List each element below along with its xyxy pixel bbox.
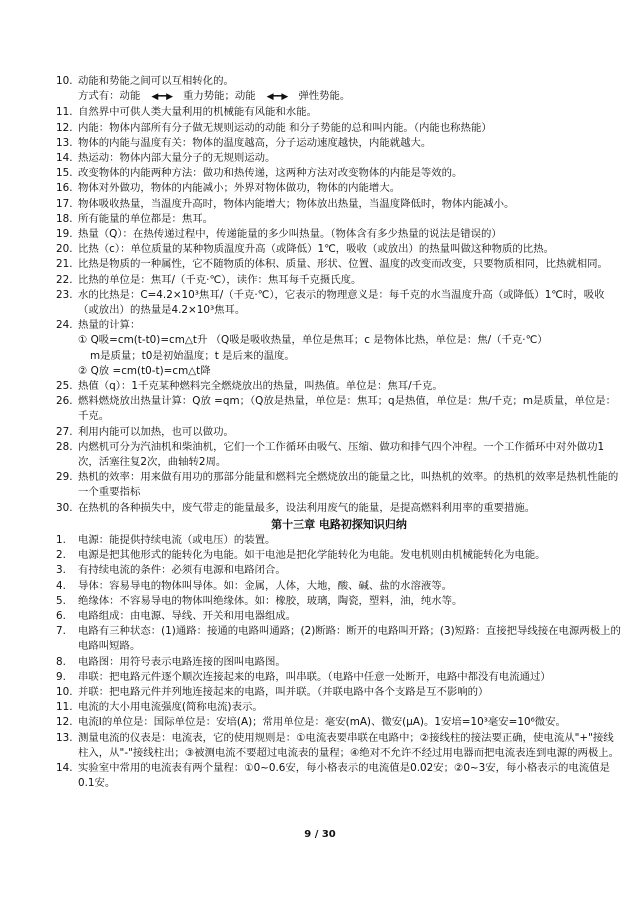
list-item	[56, 136, 622, 151]
item-number: 18.	[56, 212, 73, 225]
item-number: 21.	[56, 258, 73, 271]
list-item	[56, 533, 622, 548]
item-text: 电流的大小用电流强度(简称电流)表示。	[78, 701, 263, 714]
item-number: 30.	[56, 501, 73, 514]
item-number: 15.	[56, 167, 73, 180]
item-text: 电路组成：由电源、导线、开关和用电器组成。	[78, 609, 297, 622]
energy-conversion-line: 方式有：动能 ◀━━▶ 重力势能；动能 ◀━━▶ 弹性势能。	[56, 89, 622, 105]
list-item	[56, 594, 622, 609]
item-number: 10.	[56, 685, 73, 698]
item-text: 电源：能提供持续电流（或电压）的装置。	[78, 533, 276, 546]
item-text: 热量（Q）：在热传递过程中，传递能量的多少叫热量。（物体含有多少热量的说法是错误的）	[78, 228, 502, 241]
item-text: 热运动：物体内部大量分子的无规则运动。	[78, 152, 276, 165]
item-text: 内能：物体内部所有分子做无规则运动的动能 和分子势能的总和叫内能。（内能也称热能）	[78, 121, 492, 134]
list-item	[56, 685, 622, 700]
list-item	[56, 655, 622, 670]
list-item	[56, 166, 622, 181]
page-number: 9 / 30	[304, 829, 336, 840]
list-item	[56, 105, 622, 120]
item-number: 23.	[56, 288, 73, 301]
list-item	[56, 731, 622, 761]
item-number: 22.	[56, 273, 73, 286]
item-text: 改变物体的内能两种方法：做功和热传递，这两种方法对改变物体的内能是等效的。	[78, 167, 463, 180]
item-number: 27.	[56, 425, 73, 438]
list-item	[56, 121, 622, 136]
list-item	[56, 563, 622, 578]
item-number: 19.	[56, 228, 73, 241]
item-text: 测量电流的仪表是：电流表，它的使用规则是：①电流表要串联在电路中；②接线柱的接法要正确，使电流从"+"接线柱入，从"-"接线柱出；③被测电流不要超过电流表的量程；④绝对不允许不经过用电器而把电流表连到电源的两极上。	[78, 731, 620, 759]
list-item	[56, 74, 622, 89]
list-item	[56, 609, 622, 624]
item-number: 3.	[56, 564, 66, 577]
item-text: 水的比热是：C=4.2×10³焦耳/（千克·℃），它表示的物理意义是：每千克的水当温度升高（或降低）1℃时，吸收（或放出）的热量是4.2×10³焦耳。	[78, 288, 605, 317]
list-item	[56, 761, 622, 791]
item-number: 16.	[56, 182, 73, 195]
item-number: 8.	[56, 655, 66, 668]
list-item	[56, 273, 622, 288]
list-item	[56, 670, 622, 685]
list-item	[56, 715, 622, 730]
list-item	[56, 379, 622, 394]
item-text: 物体的内能与温度有关：物体的温度越高，分子运动速度越快，内能就越大。	[78, 136, 432, 149]
item-text: 自然界中可供人类大量利用的机械能有风能和水能。	[78, 106, 317, 119]
item-number: 10.	[56, 75, 73, 87]
list-item	[56, 440, 622, 470]
item-text: 燃料燃烧放出热量计算：Q放 =qm；（Q放是热量，单位是：焦耳；q是热值，单位是：焦/千克；m是质量，单位是：千克。	[78, 395, 617, 423]
item-text: 电路有三种状态：(1)通路：接通的电路叫通路；(2)断路：断开的电路叫开路；(3)短路：直接把导线接在电源两极上的电路叫短路。	[78, 625, 621, 653]
list-item	[56, 624, 622, 654]
item-text: 在热机的各种损失中，废气带走的能量最多，设法利用废气的能量，是提高燃料利用率的重要措施。	[78, 501, 536, 514]
item-number: 11.	[56, 701, 73, 714]
item-number: 6.	[56, 609, 66, 622]
list-item	[56, 318, 622, 333]
list-item	[56, 197, 622, 212]
double-arrow-icon: ◀━━▶	[151, 92, 172, 103]
item-text: 物体对外做功，物体的内能减小；外界对物体做功，物体的内能增大。	[78, 182, 401, 195]
item-text: 利用内能可以加热，也可以做功。	[78, 425, 234, 438]
item-number: 28.	[56, 440, 73, 453]
item-text: 电源是把其他形式的能转化为电能。如干电池是把化学能转化为电能。发电机则由机械能转化为电能。	[78, 549, 546, 562]
item-text: 电路图：用符号表示电路连接的图叫电路图。	[78, 655, 286, 668]
item-number: 29.	[56, 471, 73, 484]
double-arrow-icon: ◀━━▶	[266, 92, 288, 103]
item-text: 内燃机可分为汽油机和柴油机，它们一个工作循环由吸气、压缩、做功和排气四个冲程。一个工作循环中对外做功1次，活塞往复2次，曲轴转2周。	[78, 440, 605, 469]
list-item	[56, 212, 622, 227]
item-number: 25.	[56, 380, 73, 393]
item-number: 11.	[56, 106, 73, 119]
item-text: 并联：把电路元件并列地连接起来的电路，叫并联。（并联电路中各个支路是互不影响的）	[78, 685, 489, 698]
item-number: 13.	[56, 136, 73, 149]
list-item	[56, 242, 622, 257]
item-number: 9.	[56, 670, 66, 683]
item-number: 26.	[56, 395, 73, 408]
item-text: 比热是物质的一种属性，它不随物质的体积、质量、形状、位置、温度的改变而改变，只要物质相同，比热就相同。	[78, 258, 608, 271]
list-item	[56, 181, 622, 196]
item-text: 串联：把电路元件逐个顺次连接起来的电路，叫串联。（电路中任意一处断开，电路中都没有电流通过）	[78, 670, 551, 683]
item-number: 14.	[56, 152, 73, 165]
item-text: 比热的单位是：焦耳/（千克·℃），读作：焦耳每千克摄氏度。	[78, 273, 362, 286]
item-text: 动能和势能之间可以互相转化的。	[78, 75, 234, 87]
item-text: 导体：容易导电的物体叫导体。如：金属，人体，大地，酸、碱、盐的水溶液等。	[78, 579, 453, 592]
item-number: 20.	[56, 243, 73, 256]
item-number: 2.	[56, 549, 66, 562]
content-list	[56, 74, 622, 791]
item-text: 热量的计算：	[78, 319, 141, 332]
list-item	[56, 579, 622, 594]
item-number: 7.	[56, 625, 66, 638]
list-item	[56, 257, 622, 272]
item-number: 17.	[56, 197, 73, 210]
item-text: 有持续电流的条件：必须有电源和电路闭合。	[78, 564, 286, 577]
list-item	[56, 394, 622, 424]
chapter-title: 第十三章 电路初探知识归纳	[271, 517, 407, 531]
item-text: 电流I的单位是：国际单位是：安培(A)；常用单位是：毫安(mA)、微安(μA)。1安培=10³毫安=10⁶微安。	[78, 716, 566, 729]
list-item	[56, 288, 622, 318]
item-number: 5.	[56, 594, 66, 607]
list-item	[56, 470, 622, 500]
item-number: 24.	[56, 319, 73, 332]
item-number: 1.	[56, 533, 66, 546]
heat-formula-release: ② Q放 =cm(t0-t)=cm△t降	[78, 364, 211, 377]
item-number: 12.	[56, 121, 73, 134]
item-number: 4.	[56, 579, 66, 592]
list-item	[56, 227, 622, 242]
list-item	[56, 548, 622, 563]
list-item	[56, 425, 622, 440]
heat-formula-note: m是质量；t0是初始温度；t 是后来的温度。	[90, 349, 295, 362]
item-text: 热机的效率：用来做有用功的那部分能量和燃料完全燃烧放出的能量之比，叫热机的效率。的热机的效率是热机性能的一个重要指标	[78, 471, 619, 499]
item-number: 12.	[56, 716, 73, 729]
item-text: 所有能量的单位都是：焦耳。	[78, 212, 214, 225]
list-item	[56, 151, 622, 166]
list-item	[56, 700, 622, 715]
item-text: 绝缘体：不容易导电的物体叫绝缘体。如：橡胶，玻璃，陶瓷，塑料，油，纯水等。	[78, 594, 463, 607]
heat-formula-absorb: ① Q吸=cm(t-t0)=cm△t升 （Q吸是吸收热量，单位是焦耳；c 是物体比热，单位是：焦/（千克·℃）	[78, 334, 548, 347]
item-number: 13.	[56, 731, 73, 744]
item-text: 物体吸收热量，当温度升高时，物体内能增大；物体放出热量，当温度降低时，物体内能减小。	[78, 197, 515, 210]
item-text: 比热（c）：单位质量的某种物质温度升高（或降低）1℃，吸收（或放出）的热量叫做这种物质的比热。	[78, 243, 554, 256]
item-text: 热值（q）：1千克某种燃料完全燃烧放出的热量，叫热值。单位是：焦耳/千克。	[78, 380, 443, 393]
item-text: 实验室中常用的电流表有两个量程：①0~0.6安，每小格表示的电流值是0.02安；②0~3安，每小格表示的电流值是0.1安。	[78, 761, 610, 790]
item-number: 14.	[56, 761, 73, 774]
list-item	[56, 501, 622, 516]
